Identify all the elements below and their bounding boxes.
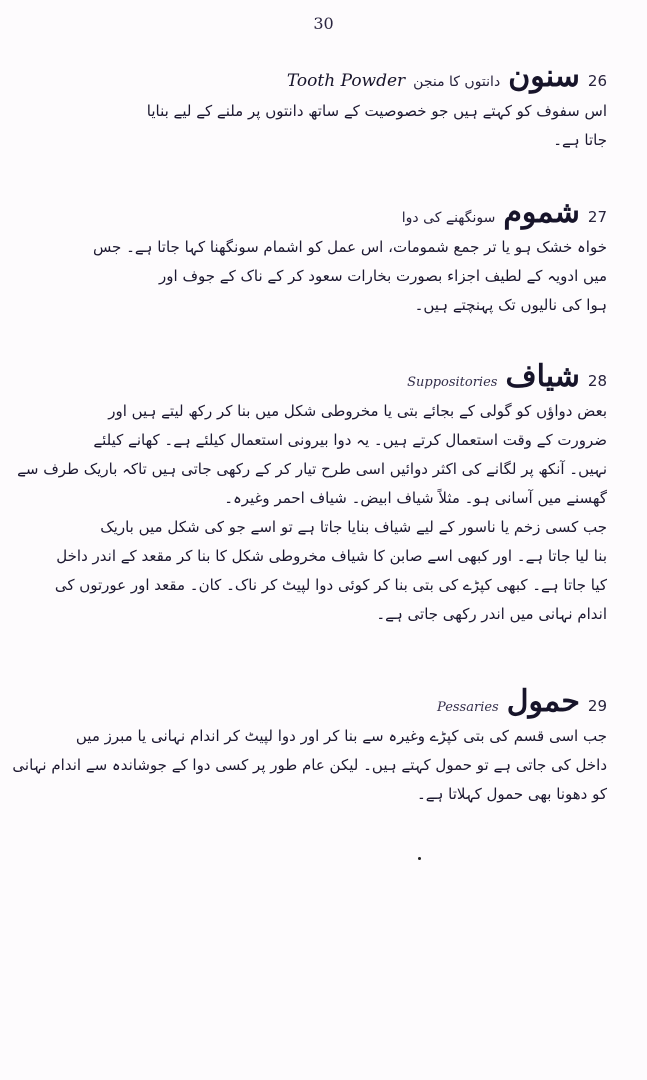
entry-26	[47, 60, 607, 155]
entry-number: 27	[587, 208, 607, 226]
body-line: بعض دواؤں کو گولی کے بجائے بتی یا مخروطی شکل میں بنا کر رکھ لیتے ہیں اور	[108, 402, 607, 420]
body-line: اس سفوف کو کہتے ہیں جو خصوصیت کے ساتھ دانتوں پر ملنے کے لیے بنایا	[146, 102, 607, 120]
entry-latin-term: Pessaries	[437, 700, 499, 715]
body-line: خواہ خشک ہو یا تر جمع شمومات، اس عمل کو اشمام سونگھنا کہا جاتا ہے۔ جس	[92, 238, 607, 256]
body-line: ہوا کی نالیوں تک پہنچتے ہیں۔	[414, 296, 607, 314]
entry-heading	[47, 196, 607, 229]
entry-body	[47, 97, 607, 155]
entry-number: 26	[587, 72, 607, 90]
body-line: جب کسی زخم یا ناسور کے لیے شیاف بنایا جاتا ہے تو اسے جو کی شکل میں باریک	[100, 518, 607, 536]
body-line: اندام نہانی میں اندر رکھی جاتی ہے۔	[376, 605, 607, 623]
entry-28	[17, 359, 607, 629]
entry-27	[47, 196, 607, 320]
entry-term: حمول	[506, 684, 580, 719]
entry-term: شیاف	[505, 359, 580, 394]
entry-latin-term: Suppositories	[407, 375, 498, 390]
ink-dot	[418, 857, 421, 860]
entry-body	[17, 397, 607, 629]
body-line: بنا لیا جاتا ہے۔ اور کبھی اسے صابن کا شیاف مخروطی شکل کا بنا کر مقعد کے اندر داخل	[56, 547, 607, 565]
entry-heading	[32, 685, 607, 718]
entry-term: شموم	[503, 195, 580, 230]
entry-body	[47, 233, 607, 320]
entry-heading	[32, 360, 607, 393]
body-line: داخل کی جاتی ہے تو حمول کہتے ہیں۔ لیکن عام طور پر کسی دوا کے جوشاندہ سے اندام نہانی	[12, 756, 607, 774]
body-line: میں ادویہ کے لطیف اجزاء بصورت بخارات سعود کر کے ناک کے جوف اور	[159, 267, 607, 285]
body-line: گھسنے میں آسانی ہو۔ مثلاً شیاف ابیض۔ شیاف احمر وغیرہ۔	[224, 489, 607, 507]
body-line: کیا جاتا ہے۔ کبھی کپڑے کی بتی بنا کر کوئی دوا لپیٹ کر ناک۔ کان۔ مقعد اور عورتوں کی	[54, 576, 607, 594]
entry-latin-term: Tooth Powder	[286, 71, 406, 91]
entry-heading	[47, 60, 607, 93]
entry-29	[12, 684, 607, 809]
body-line: کو دھونا بھی حمول کہلاتا ہے۔	[417, 785, 607, 803]
body-line: جاتا ہے۔	[553, 131, 607, 149]
entry-gloss: دانتوں کا منجن	[413, 74, 501, 90]
page-number: 30	[313, 14, 334, 33]
entry-gloss: سونگھنے کی دوا	[401, 210, 496, 226]
body-line: نہیں۔ آنکھ پر لگانے کی اکثر دوائیں اسی طرح تیار کر کے رکھی جاتی ہیں تاکہ باریک طرف سے	[17, 460, 607, 478]
body-line: ضرورت کے وقت استعمال کرتے ہیں۔ یہ دوا بیرونی استعمال کیلئے ہے۔ کھانے کیلئے	[93, 431, 607, 449]
entry-number: 29	[587, 697, 607, 715]
body-line: جب اسی قسم کی بتی کپڑے وغیرہ سے بنا کر اور دوا لپیٹ کر اندام نہانی یا مبرز میں	[75, 727, 607, 745]
entry-term: سنون	[508, 59, 580, 94]
entry-number: 28	[587, 372, 607, 390]
entry-body	[12, 722, 607, 809]
